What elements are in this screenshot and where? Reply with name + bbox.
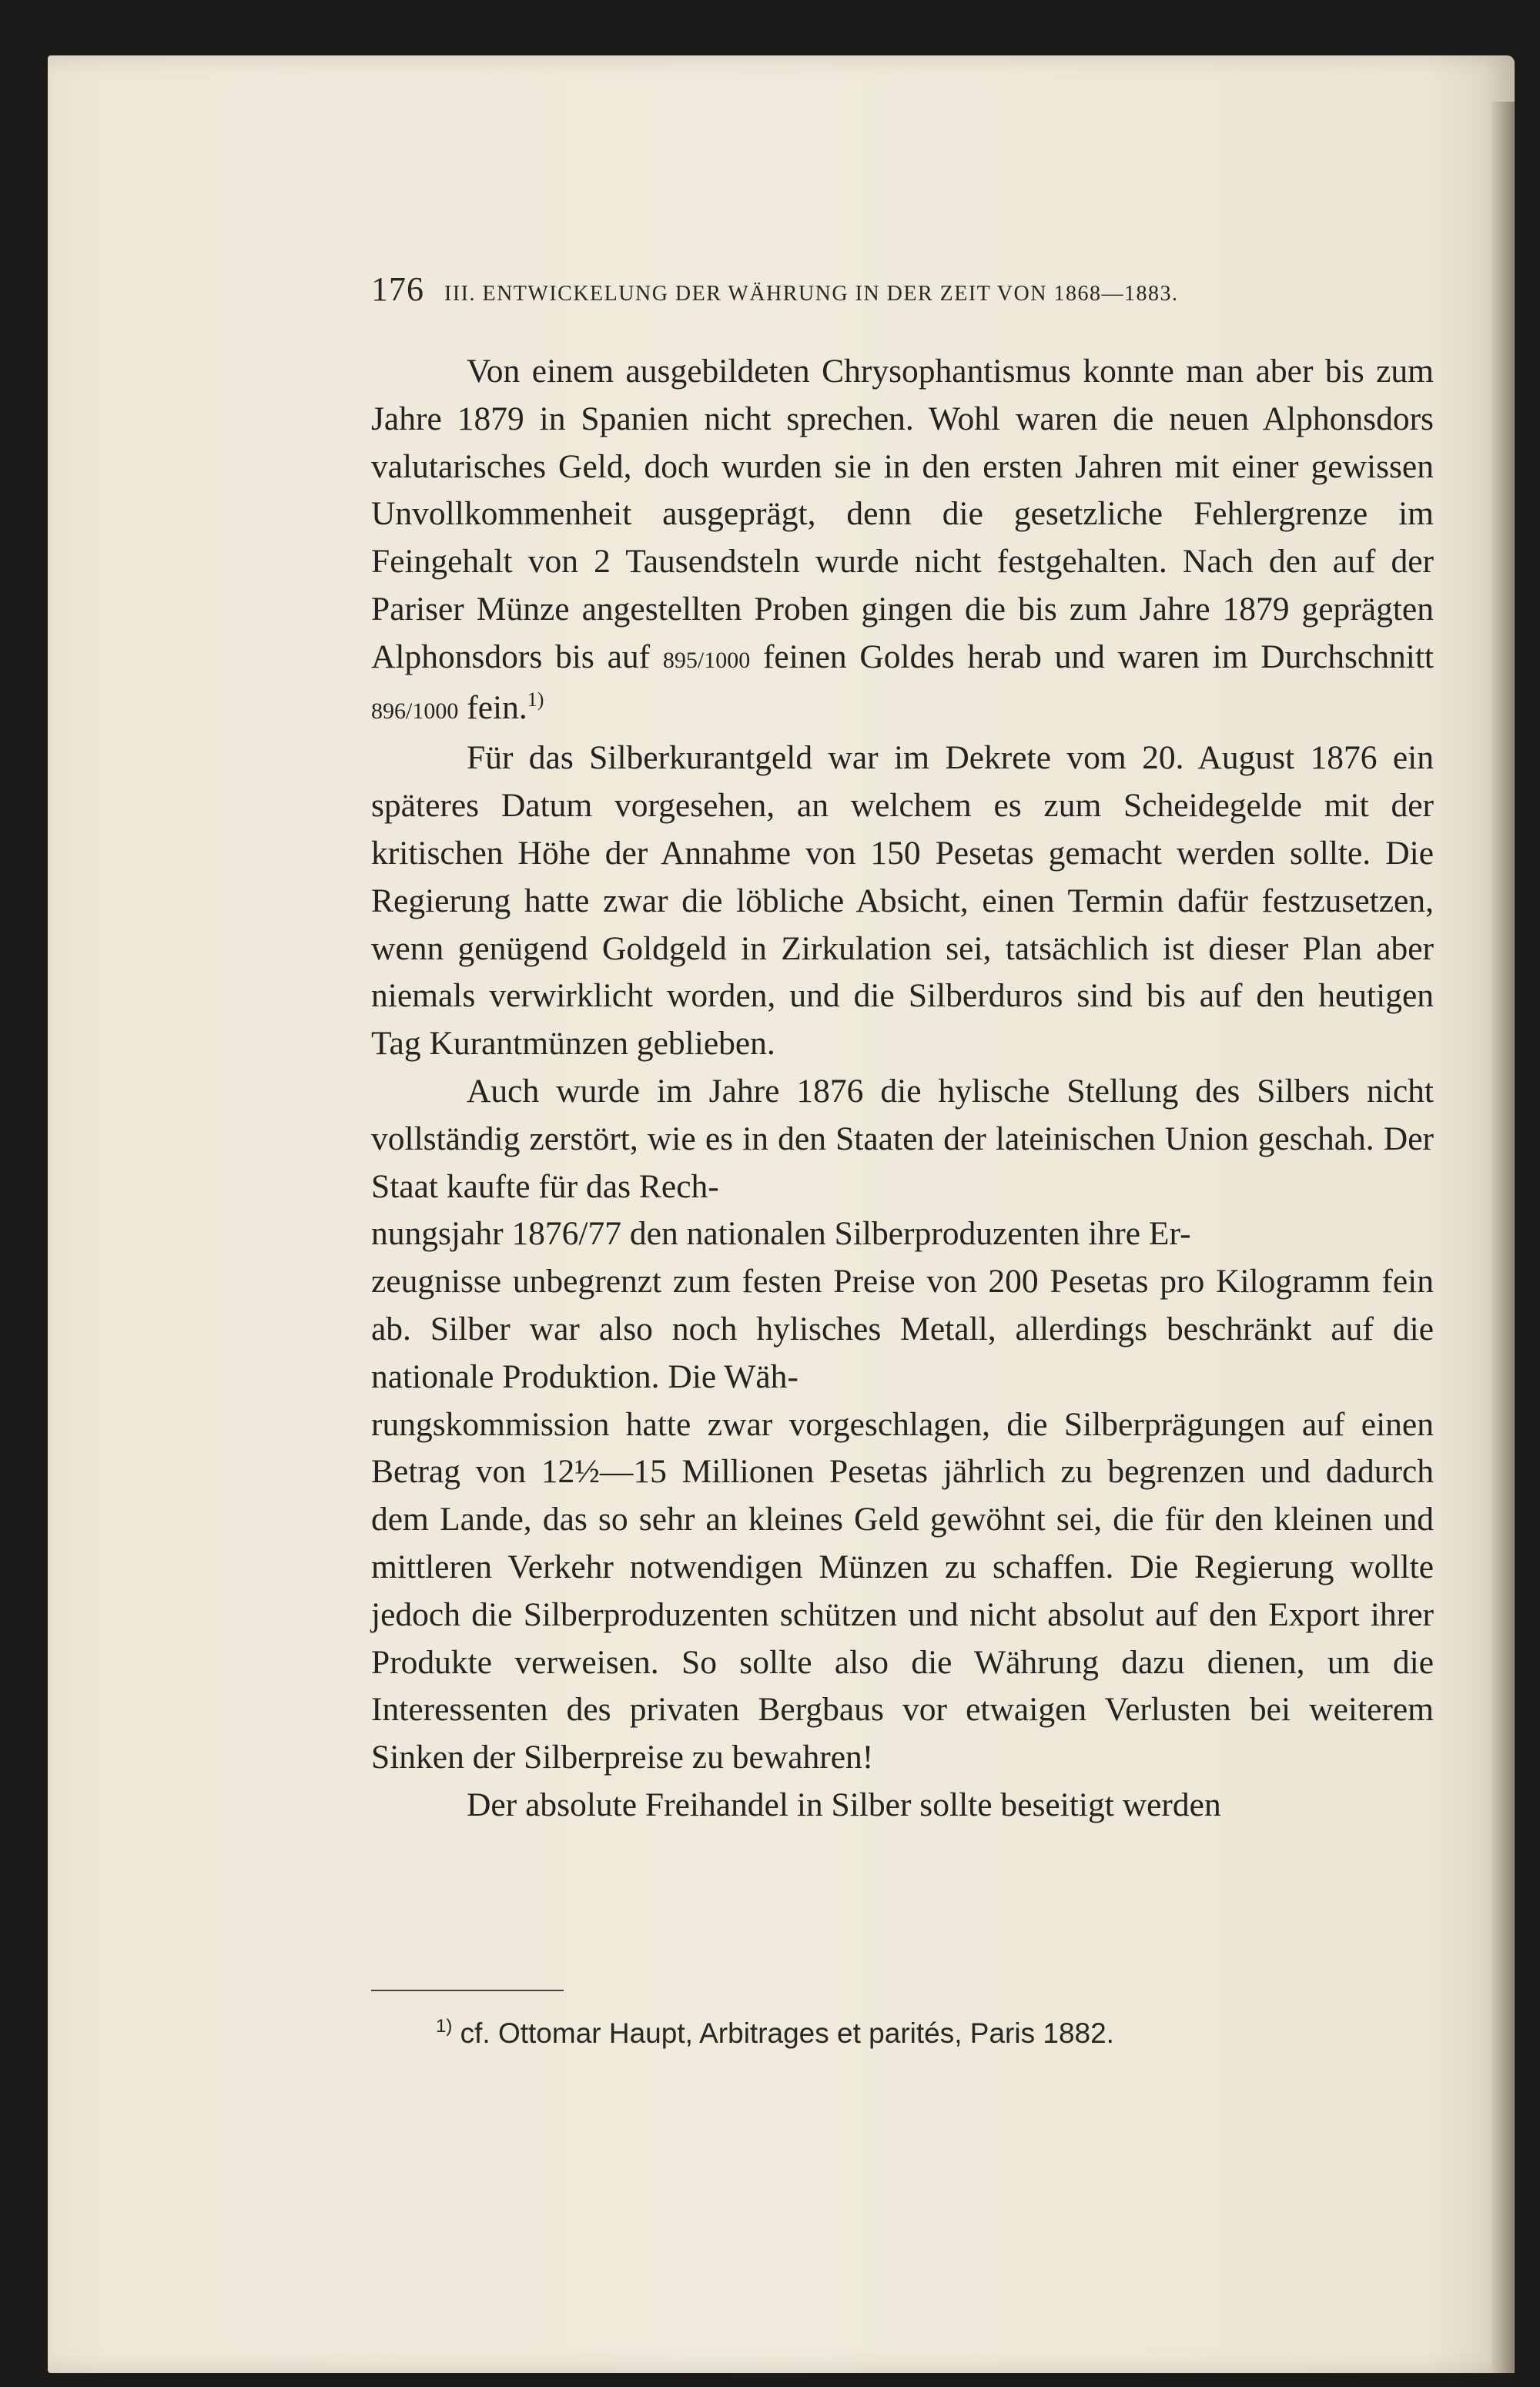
- paragraph-2: Für das Silberkurantgeld war im Dekrete vom 20. August 1876 ein späteres Datum vorgesehen, an welchem es zum Scheidegelde mit der kritischen Höhe der Annahme von 150 Pesetas gemacht werden sollte. Die Regierung hatte zwar die löbliche Absicht, einen Termin dafür festzusetzen, wenn genügend Goldgeld in Zirkulation sei, tatsächlich ist dieser Plan aber niemals verwirklicht worden, und die Silberduros sind bis auf den heutigen Tag Kurantmünzen geblieben.: [371, 739, 1434, 1063]
- paragraph-3-text-b: nungsjahr 1876/77 den nationalen Silberproduzenten ihre Er: [371, 1215, 1180, 1253]
- paragraph-3: Auch wurde im Jahre 1876 die hylische Stellung des Silbers nicht vollständig zerstört, wie es in den Staaten der lateinischen Union geschah. Der Staat kaufte für das Rech- nungsjahr 1876/77 den nationalen Silberproduzenten ihre Er- zeugnisse unbegrenzt zum festen Preise von 200 Pesetas pro Kilogramm fein ab. Silber war also noch hylisches Metall, allerdings beschränkt auf die nationale Produktion. Die Wäh- rungskommission hatte zwar vorgeschlagen, die Silberprägungen auf einen Betrag von 12½—15 Millionen Pesetas jährlich zu begrenzen und dadurch dem Lande, das so sehr an kleines Geld gewöhnt sei, die für den kleinen und mittleren Verkehr notwendigen Münzen zu schaffen. Die Regierung wollte jedoch die Silberproduzenten schützen und nicht absolut auf den Export ihrer Produkte verweisen. So sollte also die Währung dazu dienen, um die Interessenten des privaten Bergbaus vor etwaigen Verlusten bei weiterem Sinken der Silberpreise zu bewahren!: [371, 1072, 1434, 1776]
- page-edge: [1491, 102, 1515, 2373]
- fraction-895-1000: 895/1000: [662, 647, 751, 673]
- footnote: [436, 2017, 1437, 2050]
- footnote-text: cf. Ottomar Haupt, Arbitrages et parités, Paris 1882.: [460, 2017, 1114, 2049]
- body-text: [371, 348, 1434, 1830]
- paragraph-3-text-a: Auch wurde im Jahre 1876 die hylische Stellung des Silbers nicht vollständig zerstört, wie es in den Staaten der lateinischen Union geschah. Der Staat kaufte für das Rech: [371, 1072, 1434, 1205]
- paragraph-4: Der absolute Freihandel in Silber sollte beseitigt werden: [467, 1786, 1221, 1823]
- paragraph-3-text-c: zeugnisse unbegrenzt zum festen Preise von 200 Pesetas pro Kilogramm fein ab. Silber war also noch hylisches Metall, allerdings beschränkt auf die nationale Produktion. Die Wäh: [371, 1263, 1434, 1395]
- footnote-marker: 1): [436, 2016, 453, 2037]
- fraction-896-1000: 896/1000: [371, 698, 459, 724]
- paragraph-1-text-c: fein.: [467, 688, 527, 726]
- page-header: [371, 270, 1434, 309]
- footnote-rule: [371, 1990, 564, 1991]
- paragraph-1: [371, 348, 1434, 735]
- paragraph-1-text-a: Von einem ausgebildeten Chrysophantismus konnte man aber bis zum Jahre 1879 in Spanien nicht sprechen. Wohl waren die neuen Alphonsdors valutarisches Geld, doch wurden sie in den ersten Jahren mit einer gewissen Unvollkommenheit ausgeprägt, denn die gesetzliche Fehlergrenze im Feingehalt von 2 Tausendsteln wurde nicht festgehalten. Nach den auf der Pariser Münze angestellten Proben gingen die bis zum Jahre 1879 geprägten Alphonsdors bis auf: [371, 353, 1434, 675]
- page-number: 176: [371, 270, 424, 308]
- running-head: III. ENTWICKELUNG DER WÄHRUNG IN DER ZEIT VON 1868—1883.: [444, 282, 1179, 306]
- paragraph-3-text-d: rungskommission hatte zwar vorgeschlagen, die Silberprägungen auf einen Betrag von 12½—15 Millionen Pesetas jährlich zu begrenzen und dadurch dem Lande, das so sehr an kleines Geld gewöhnt sei, die für den kleinen und mittleren Verkehr notwendigen Münzen zu schaffen. Die Regierung wollte jedoch die Silberproduzenten schützen und nicht absolut auf den Export ihrer Produkte verweisen. So sollte also die Währung dazu dienen, um die Interessenten des privaten Bergbaus vor etwaigen Verlusten bei weiterem Sinken der Silberpreise zu bewahren!: [371, 1405, 1434, 1776]
- paragraph-1-text-b: feinen Goldes herab und waren im Durchschnitt: [762, 638, 1434, 675]
- footnote-reference: 1): [527, 688, 544, 711]
